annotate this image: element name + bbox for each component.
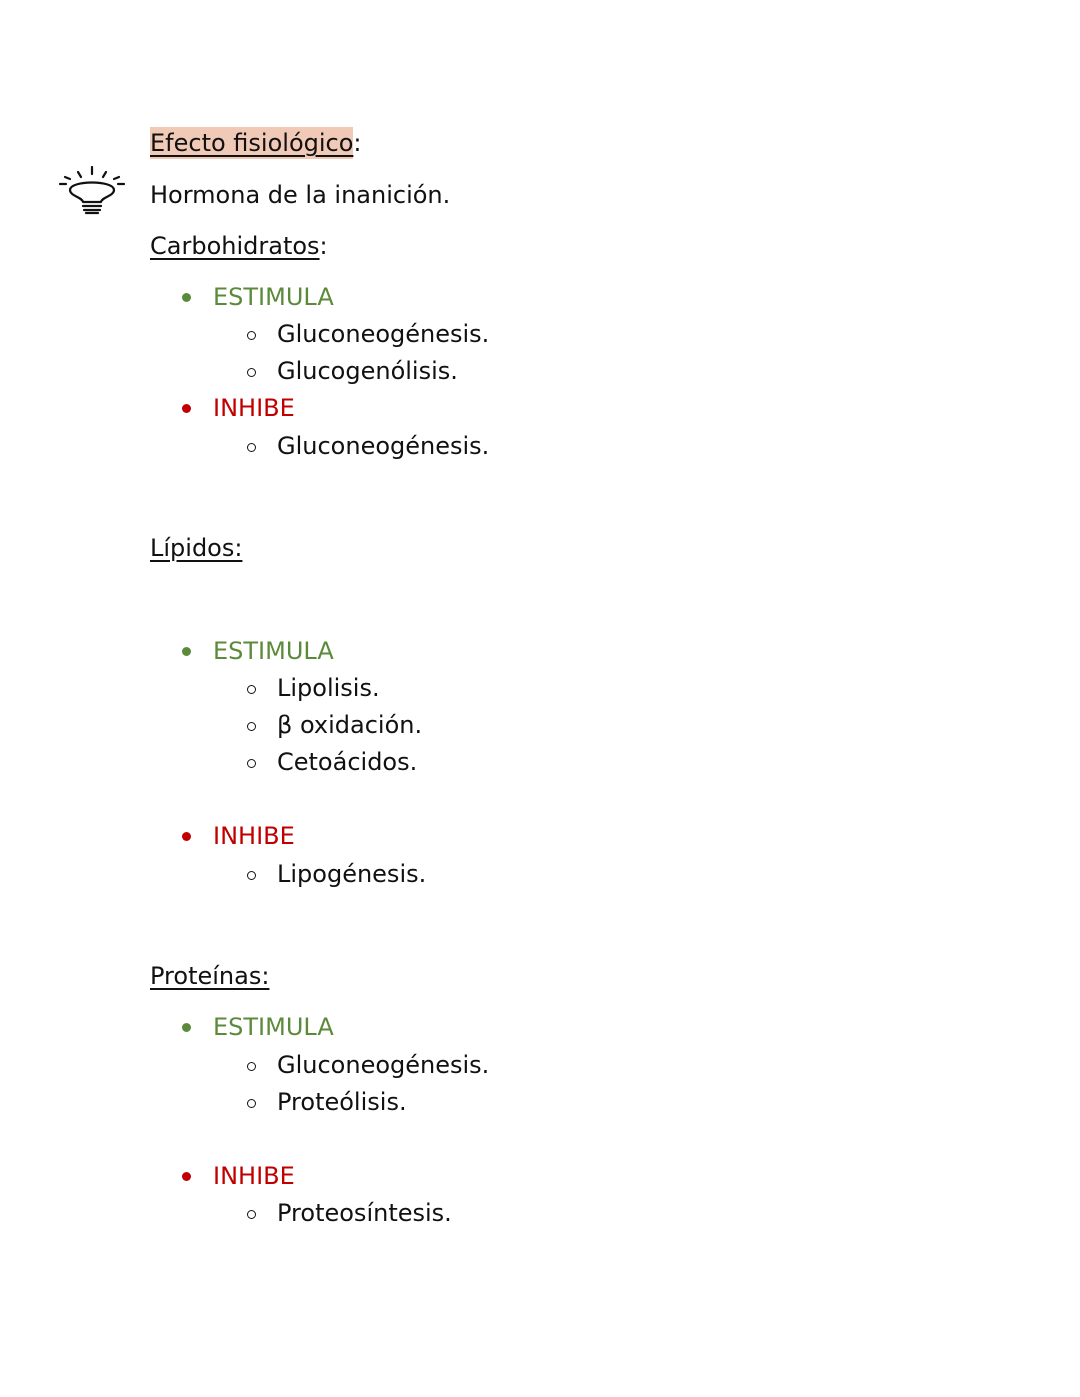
stimulate-label: ESTIMULA — [213, 637, 334, 665]
item-text: Lipolisis. — [277, 674, 380, 702]
bullet-ring — [247, 871, 256, 880]
heading-text: Proteínas: — [150, 962, 270, 990]
item-text: Cetoácidos. — [277, 748, 418, 776]
inhibit-label: INHIBE — [213, 822, 295, 850]
item-text: Gluconeogénesis. — [277, 432, 490, 460]
bullet-dot — [182, 293, 191, 302]
item-text: β oxidación. — [277, 711, 423, 739]
heading-colon: : — [319, 232, 328, 260]
bullet-dot — [182, 647, 191, 656]
item-text: Gluconeogénesis. — [277, 320, 490, 348]
bullet-dot — [182, 1172, 191, 1181]
bullet-ring — [247, 759, 256, 768]
page-title — [150, 128, 362, 158]
bullet-ring — [247, 1062, 256, 1071]
bullet-ring — [247, 1099, 256, 1108]
stimulate-label: ESTIMULA — [213, 1013, 334, 1041]
title-highlighted: Efecto fisiológico — [150, 129, 354, 157]
bullet-dot — [182, 1023, 191, 1032]
item-text: Glucogenólisis. — [277, 357, 458, 385]
bullet-dot — [182, 832, 191, 841]
stimulate-label: ESTIMULA — [213, 283, 334, 311]
title-colon: : — [353, 129, 362, 157]
bullet-ring — [247, 722, 256, 731]
inhibit-label: INHIBE — [213, 1162, 295, 1190]
lightbulb-icon — [56, 164, 128, 216]
heading-text: Carbohidratos — [150, 232, 320, 260]
inhibit-label: INHIBE — [213, 394, 295, 422]
bullet-ring — [247, 331, 256, 340]
bullet-ring — [247, 685, 256, 694]
heading-text: Lípidos: — [150, 534, 243, 562]
bullet-dot — [182, 404, 191, 413]
item-text: Lipogénesis. — [277, 860, 427, 888]
section-heading-proteinas — [150, 961, 269, 991]
bullet-ring — [247, 1210, 256, 1219]
item-text: Gluconeogénesis. — [277, 1051, 490, 1079]
item-text: Proteosíntesis. — [277, 1199, 452, 1227]
bullet-ring — [247, 443, 256, 452]
item-text: Proteólisis. — [277, 1088, 407, 1116]
bullet-ring — [247, 368, 256, 377]
section-heading-carbohidratos — [150, 231, 328, 261]
intro-text: Hormona de la inanición. — [150, 181, 451, 209]
section-heading-lipidos — [150, 533, 242, 563]
